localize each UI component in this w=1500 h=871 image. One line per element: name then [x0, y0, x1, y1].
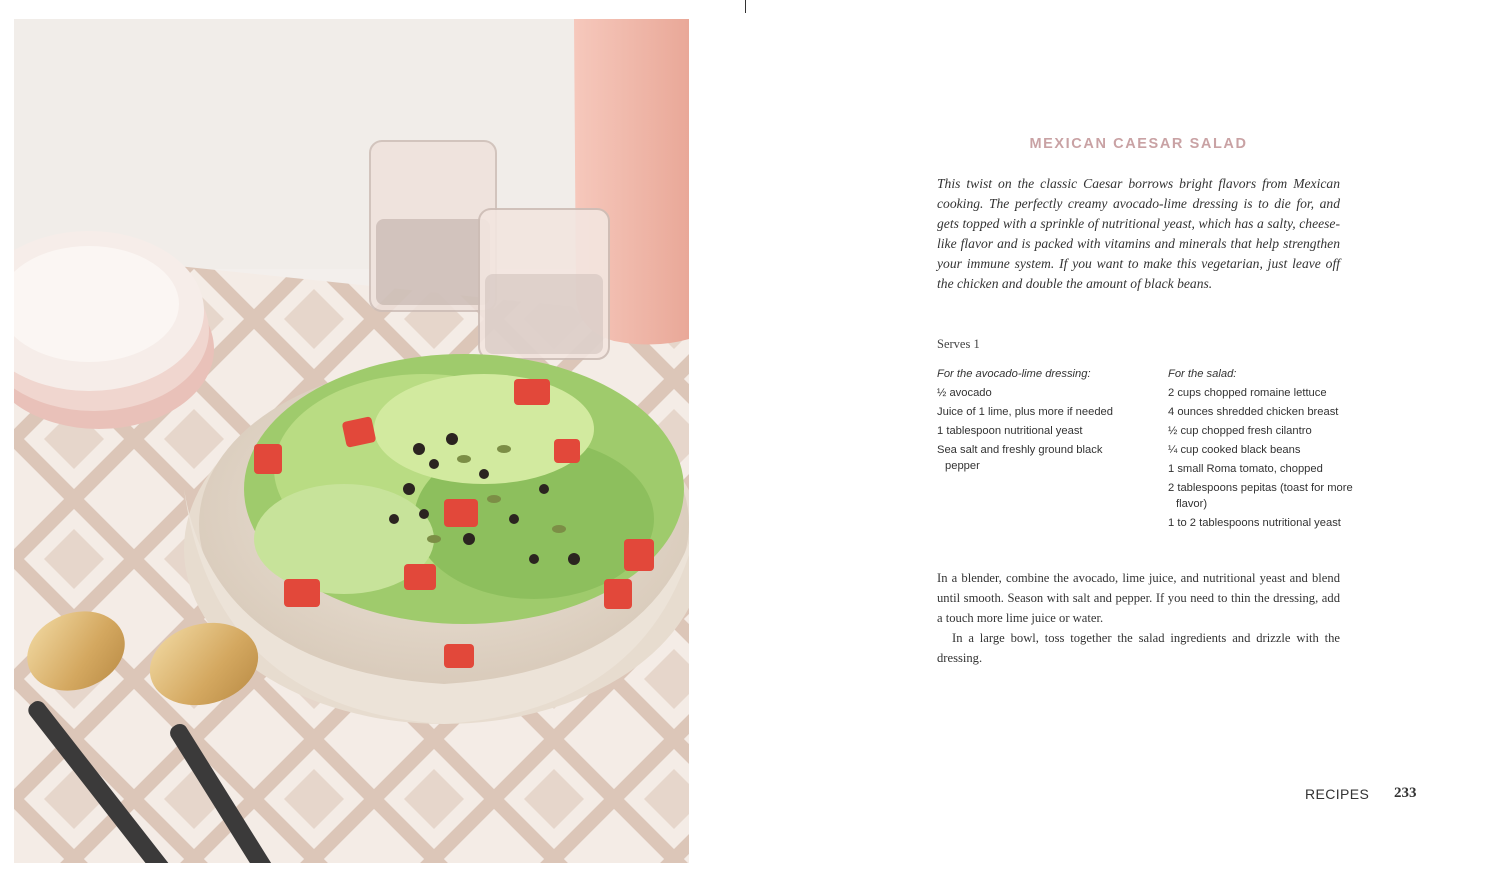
salad-photo: [14, 19, 689, 863]
recipe-intro: This twist on the classic Caesar borrows bright flavors from Mexican cooking. The perfectly creamy avocado-lime dressing is to die for, and gets topped with a sprinkle of nutritional yeast, which has a salty, cheese-like flavor and is packed with vitamins and minerals that help strengthen your immune system. If you want to make this vegetarian, just leave off the chicken and double the amount of black beans.: [937, 176, 1340, 291]
ingredient-item: 1 small Roma tomato, chopped: [1168, 463, 1323, 475]
recipe-method: [937, 568, 1340, 668]
salad-list: [1168, 385, 1358, 531]
ingredient-item: ½ avocado: [937, 387, 992, 399]
page-number: 233: [1394, 785, 1417, 801]
ingredient-item: 4 ounces shredded chicken breast: [1168, 406, 1339, 418]
method-step: In a blender, combine the avocado, lime juice, and nutritional yeast and blend until smooth. Season with salt and pepper. If you need to thin the dressing, add a touch more lime juice or water.: [937, 571, 1340, 625]
ingredient-item: ½ cup chopped fresh cilantro: [1168, 425, 1312, 437]
salad-heading: For the salad:: [1168, 368, 1237, 380]
ingredient-item: 1 to 2 tablespoons nutritional yeast: [1168, 517, 1341, 529]
ingredient-item: Juice of 1 lime, plus more if needed: [937, 406, 1113, 418]
ingredient-item: 2 cups chopped romaine lettuce: [1168, 387, 1327, 399]
dressing-list: [937, 385, 1137, 474]
ingredient-item: Sea salt and freshly ground black pepper: [937, 444, 1103, 472]
gutter-mark: [745, 0, 746, 13]
ingredient-item: 2 tablespoons pepitas (toast for more flavor): [1168, 482, 1353, 510]
ingredient-item: 1 tablespoon nutritional yeast: [937, 425, 1083, 437]
footer-section-label: RECIPES: [1305, 786, 1370, 802]
dressing-ingredients: [937, 366, 1137, 477]
recipe-title: MEXICAN CAESAR SALAD: [1029, 136, 1248, 152]
salad-ingredients: [1168, 366, 1358, 534]
method-step: In a large bowl, toss together the salad ingredients and drizzle with the dressing.: [937, 631, 1340, 665]
salad-photo-illustration: [14, 19, 689, 863]
serves-label: Serves 1: [937, 337, 980, 351]
ingredient-item: ¼ cup cooked black beans: [1168, 444, 1301, 456]
dressing-heading: For the avocado-lime dressing:: [937, 368, 1091, 380]
